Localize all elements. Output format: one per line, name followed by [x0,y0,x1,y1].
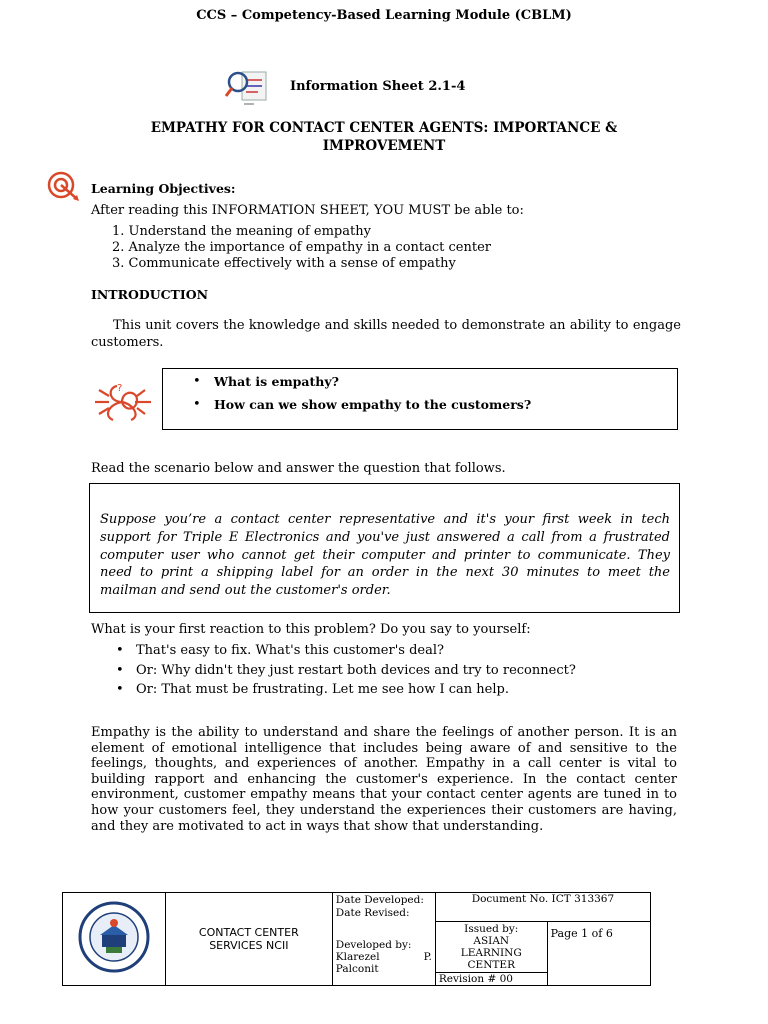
objective-item: 3. Communicate effectively with a sense of empathy [112,256,456,271]
scenario-text: Suppose you’re a contact center representative and it's your first week in tech support for Triple E Electronics and you've just answered a call from a frustrated computer user who cannot get their computer and printer to communicate. They need to print a shipping label for an order in the next 30 minutes to meet the mailman and send out the customer's order. [100,512,670,599]
issuer-name: ASIAN LEARNING CENTER [460,934,522,971]
document-footer [62,892,651,986]
bullet-icon: • [193,374,201,389]
empathy-paragraph: Empathy is the ability to understand and share the feelings of another person. It is an element of emotional intelligence that includes being aware of and sensitive to the feelings, thoughts, and experiences of another. Empathy in a call center is vital to building rapport and enhancing the customer's experience. In the contact center environment, customer empathy means that your contact center agents are tuned in to how your customers feel, they understand the experiences their customers are having, and they are motivated to act in ways that show that understanding. [91,725,677,834]
question-swirl-icon [89,380,155,424]
page-header: CCS – Competency-Based Learning Module (CBLM) [196,8,572,23]
page-title [0,119,768,155]
bullet-icon: • [116,643,124,658]
date-cell [332,893,435,922]
scenario-prompt: Read the scenario below and answer the question that follows. [91,461,506,476]
introduction-heading: INTRODUCTION [91,287,209,302]
objectives-heading: Learning Objectives: [91,181,236,196]
developer-initial: P. [423,951,432,963]
objective-item: 2. Analyze the importance of empathy in a contact center [112,240,491,255]
reaction-option: Or: Why didn't they just restart both devices and try to reconnect? [136,663,576,678]
title-line-1: EMPATHY FOR CONTACT CENTER AGENTS: IMPORTANCE & [150,120,618,136]
information-sheet-number: Information Sheet 2.1-4 [290,79,466,94]
title-line-2: IMPROVEMENT [322,138,446,154]
date-developed-label: Date Developed: [335,894,424,906]
course-cell: CONTACT CENTER SERVICES NCII [165,893,332,986]
developed-by-label: Developed by: [335,939,412,951]
target-icon [46,170,80,202]
logo-cell [63,893,166,986]
objective-item: 1. Understand the meaning of empathy [112,224,371,239]
svg-text:?: ? [117,383,123,394]
magnifier-clipboard-icon [224,66,272,108]
date-revised-label: Date Revised: [335,907,410,919]
reaction-option: That's easy to fix. What's this customer's deal? [136,643,444,658]
bullet-icon: • [116,663,124,678]
issued-cell [435,921,547,972]
question-item: How can we show empathy to the customers? [214,397,532,412]
issued-by-label: Issued by: [464,922,519,935]
revision-number: Revision # 00 [435,972,547,985]
introduction-text: This unit covers the knowledge and skills needed to demonstrate an ability to engage customers. [91,318,681,350]
question-item: What is empathy? [214,374,339,389]
document-number: Document No. ICT 313367 [435,893,650,922]
bullet-icon: • [116,682,124,697]
bullet-icon: • [193,397,201,412]
developer-cell [332,921,435,985]
reaction-question: What is your first reaction to this problem? Do you say to yourself: [91,622,531,637]
developer-last-name: Palconit [335,963,379,975]
school-seal-logo [74,901,154,973]
page-number: Page 1 of 6 [547,921,650,985]
developer-first-name: Klarezel [335,951,380,963]
reaction-option: Or: That must be frustrating. Let me see how I can help. [136,682,509,697]
objectives-intro: After reading this INFORMATION SHEET, YOU MUST be able to: [91,203,524,218]
